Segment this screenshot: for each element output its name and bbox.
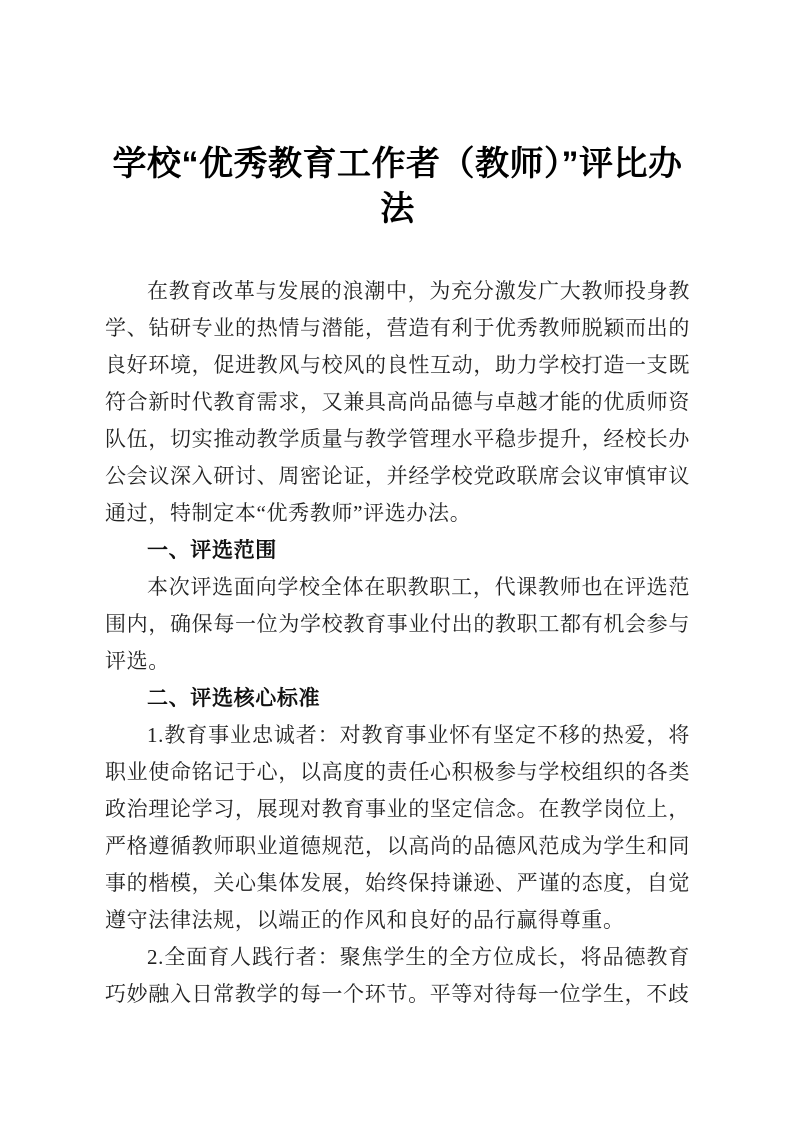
section-heading-core-criteria: 二、评选核心标准: [147, 687, 321, 710]
paragraph-criteria-item-1: 1.教育事业忠诚者：对教育事业怀有坚定不移的热爱，将职业使命铭记于心，以高度的责任心积极参与学校组织的各类政治理论学习，展现对教育事业的坚定信念。在教学岗位上，严格遵循教师职业道德规范，以高尚的品德风范成为学生和同事的楷模，关心集体发展，始终保持谦逊、严谨的态度，自觉遵守法律法规，以端正的作风和良好的品行赢得尊重。: [105, 723, 690, 932]
paragraph-preamble: 在教育改革与发展的浪潮中，为充分激发广大教师投身教学、钻研专业的热情与潜能，营造有利于优秀教师脱颖而出的良好环境，促进教风与校风的良性互动，助力学校打造一支既符合新时代教育需求，又兼具高尚品德与卓越才能的优质师资队伍，切实推动教学质量与教学管理水平稳步提升，经校长办公会议深入研讨、周密论证，并经学校党政联席会议审慎审议通过，特制定本“优秀教师”评选办法。: [105, 279, 690, 525]
section-heading-selection-scope: 一、评选范围: [147, 539, 277, 562]
paragraph-selection-scope: 本次评选面向学校全体在职教职工，代课教师也在评选范围内，确保每一位为学校教育事业付出的教职工都有机会参与评选。: [105, 575, 690, 673]
document-title: 学校“优秀教育工作者（教师）”评比办法: [112, 145, 683, 228]
paragraph-criteria-item-2: 2.全面育人践行者：聚焦学生的全方位成长，将品德教育巧妙融入日常教学的每一个环节。平等对待每一位学生，不歧: [105, 945, 690, 1006]
